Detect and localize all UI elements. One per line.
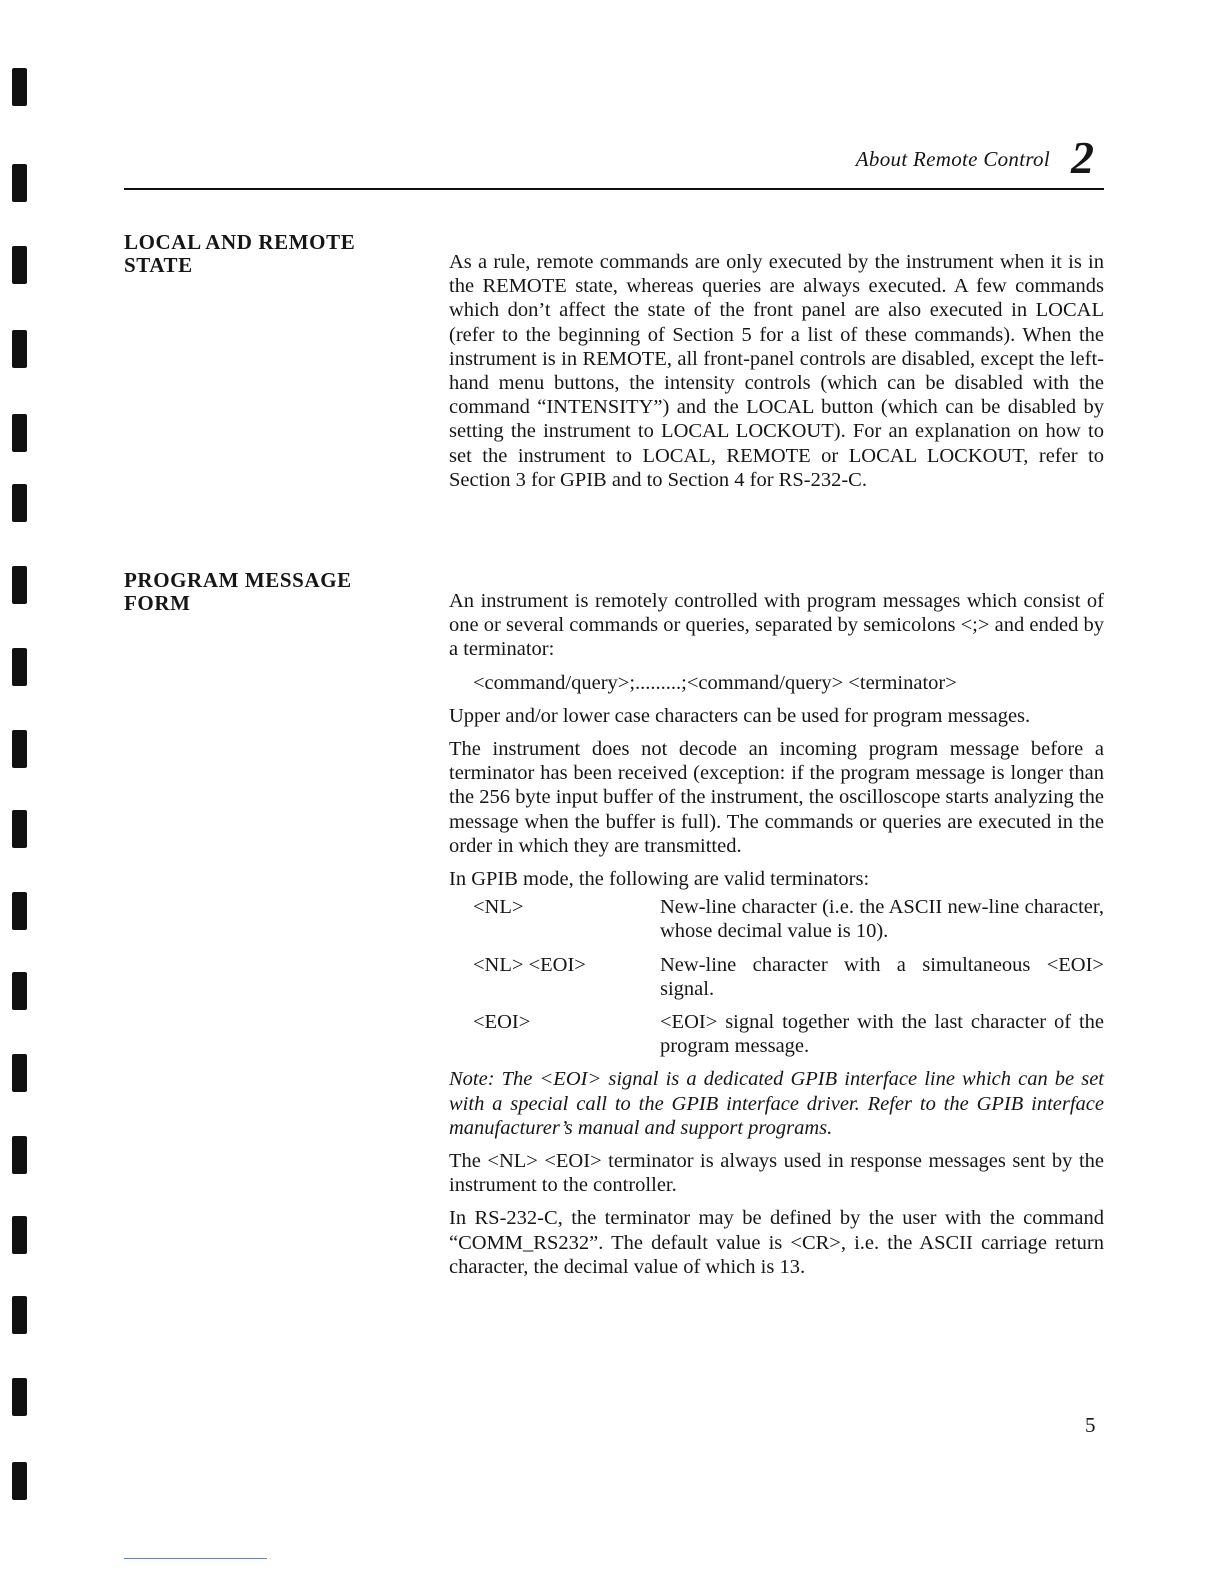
note-paragraph: Note: The <EOI> signal is a dedicated GPIB interface line which can be set with a special call to the GPIB interface driver. Refer to the GPIB interface manufacturer’s manual and support programs.	[449, 1068, 1104, 1139]
binder-hole	[12, 1296, 27, 1334]
binder-hole	[12, 1462, 27, 1500]
terminator-name: <EOI>	[473, 1011, 531, 1034]
heading-line: LOCAL AND REMOTE	[124, 230, 356, 254]
section-heading-local-remote	[124, 231, 424, 277]
paragraph-rs232: In RS-232-C, the terminator may be defined by the user with the command “COMM_RS232”. The default value is <CR>, i.e. the ASCII carriage return character, the decimal value of which is 13.	[449, 1207, 1104, 1278]
header-title: About Remote Control	[855, 147, 1050, 171]
terminator-desc: New-line character (i.e. the ASCII new-line character, whose decimal value is 10).	[660, 896, 1104, 943]
binder-hole	[12, 648, 27, 686]
terminator-row	[449, 953, 1104, 1001]
heading-line: PROGRAM MESSAGE	[124, 568, 352, 592]
heading-line: STATE	[124, 253, 193, 277]
binder-hole	[12, 972, 27, 1010]
binder-hole	[12, 414, 27, 452]
terminator-row	[449, 895, 1104, 943]
binder-hole	[12, 810, 27, 848]
section-body-local-remote	[449, 250, 1104, 501]
binder-hole	[12, 1054, 27, 1092]
terminator-desc: New-line character with a simultaneous <EOI> signal.	[660, 953, 1104, 1000]
binder-hole	[12, 892, 27, 930]
paragraph-decode: The instrument does not decode an incoming program message before a terminator has been received (exception: if the program message is longer than the 256 byte input buffer of the instrument, the oscilloscope starts analyzing the message when the buffer is full). The commands or queries are executed in the order in which they are transmitted.	[449, 738, 1104, 857]
footer-rule	[124, 1558, 267, 1559]
binder-hole	[12, 1216, 27, 1254]
binder-hole	[12, 484, 27, 522]
page-number: 5	[1085, 1413, 1096, 1437]
paragraph-gpib-intro: In GPIB mode, the following are valid terminators:	[449, 868, 870, 891]
binder-hole	[12, 246, 27, 284]
binder-hole	[12, 730, 27, 768]
section-body-program-message	[449, 589, 1104, 1288]
terminator-name: <NL>	[473, 896, 524, 919]
terminator-desc: <EOI> signal together with the last character of the program message.	[660, 1011, 1104, 1058]
binder-hole	[12, 164, 27, 202]
section-heading-program-message	[124, 569, 424, 615]
heading-line: FORM	[124, 591, 191, 615]
paragraph: As a rule, remote commands are only executed by the instrument when it is in the REMOTE state, whereas queries are always executed. A few commands which don’t affect the state of the front panel are also executed in LOCAL (refer to the beginning of Section 5 for a list of these commands). When the instrument is in REMOTE, all front-panel controls are disabled, except the left-hand menu buttons, the intensity controls (which can be disabled with the command “INTENSITY”) and the LOCAL button (which can be disabled by setting the instrument to LOCAL LOCKOUT). For an explanation on how to set the instrument to LOCAL, REMOTE or LOCAL LOCKOUT, refer to Section 3 for GPIB and to Section 4 for RS-232-C.	[449, 251, 1104, 491]
binder-holes	[0, 0, 40, 1584]
binder-hole	[12, 330, 27, 368]
paragraph-case: Upper and/or lower case characters can be used for program messages.	[449, 704, 1031, 727]
terminator-row	[449, 1010, 1104, 1058]
binder-hole	[12, 1136, 27, 1174]
syntax-line: <command/query>;.........;<command/query> <terminator>	[473, 671, 957, 694]
chapter-number: 2	[1071, 132, 1094, 183]
binder-hole	[12, 68, 27, 106]
binder-hole	[12, 1378, 27, 1416]
paragraph-intro: An instrument is remotely controlled with program messages which consist of one or several commands or queries, separated by semicolons <;> and ended by a terminator:	[449, 590, 1104, 661]
page-header	[124, 132, 1104, 190]
paragraph-response: The <NL> <EOI> terminator is always used in response messages sent by the instrument to the controller.	[449, 1150, 1104, 1197]
binder-hole	[12, 566, 27, 604]
terminator-name: <NL> <EOI>	[473, 953, 586, 976]
